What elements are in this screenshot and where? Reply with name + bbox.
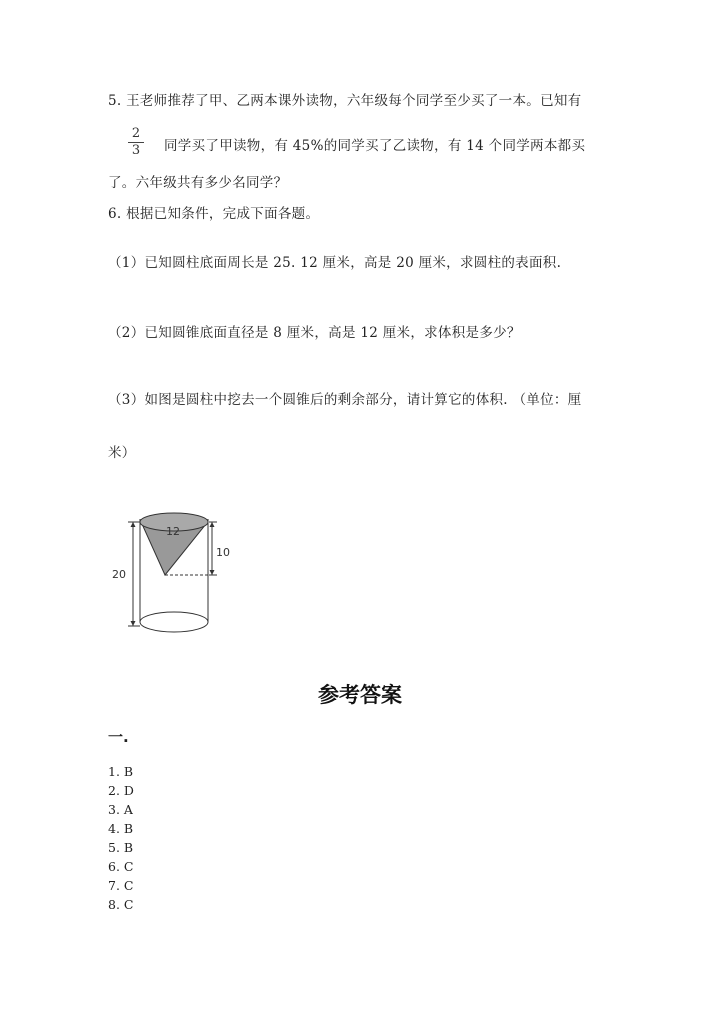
problem5-line2: 同学买了甲读物，有 45%的同学买了乙读物，有 14 个同学两本都买 [164, 138, 586, 154]
problem6-question-1: （1）已知圆柱底面周长是 25. 12 厘米，高是 20 厘米，求圆柱的表面积. [108, 255, 562, 271]
problem6-question-3-line1: （3）如图是圆柱中挖去一个圆锥后的剩余部分，请计算它的体积. （单位：厘 [108, 392, 582, 408]
cone-height-label: 10 [216, 546, 230, 559]
answer-item: 3. A [108, 802, 133, 817]
cone-height-arrow-top [210, 522, 215, 527]
problem6-heading: 6. 根据已知条件，完成下面各题。 [108, 206, 320, 222]
fraction-denominator: 3 [131, 143, 141, 158]
answer-item: 4. B [108, 821, 134, 836]
answer-section-heading: 一. [108, 728, 129, 746]
answer-item: 5. B [108, 840, 134, 855]
answer-item: 2. D [108, 783, 134, 798]
problem6-question-3-line2: 米） [108, 445, 136, 461]
fraction-numerator: 2 [131, 126, 141, 141]
fraction-two-thirds [128, 127, 144, 158]
answer-key-title: 参考答案 [318, 683, 402, 707]
cylinder-height-label: 20 [112, 568, 126, 581]
cylinder-height-arrow-bottom [131, 621, 136, 626]
cylinder-height-arrow-top [131, 522, 136, 527]
cylinder-bottom-base [140, 612, 208, 632]
answer-item: 6. C [108, 859, 134, 874]
problem6-question-2: （2）已知圆锥底面直径是 8 厘米，高是 12 厘米，求体积是多少？ [108, 325, 521, 341]
answer-item: 7. C [108, 878, 134, 893]
cylinder-cone-figure [106, 506, 236, 636]
answer-item: 1. B [108, 764, 134, 779]
problem5-line3: 了。六年级共有多少名同学？ [108, 175, 288, 191]
diameter-label: 12 [166, 525, 180, 538]
cone-height-arrow-bottom [210, 570, 215, 575]
problem5-line1: 5. 王老师推荐了甲、乙两本课外读物，六年级每个同学至少买了一本。已知有 [108, 93, 582, 109]
answer-item: 8. C [108, 897, 134, 912]
answer-list [108, 762, 134, 914]
